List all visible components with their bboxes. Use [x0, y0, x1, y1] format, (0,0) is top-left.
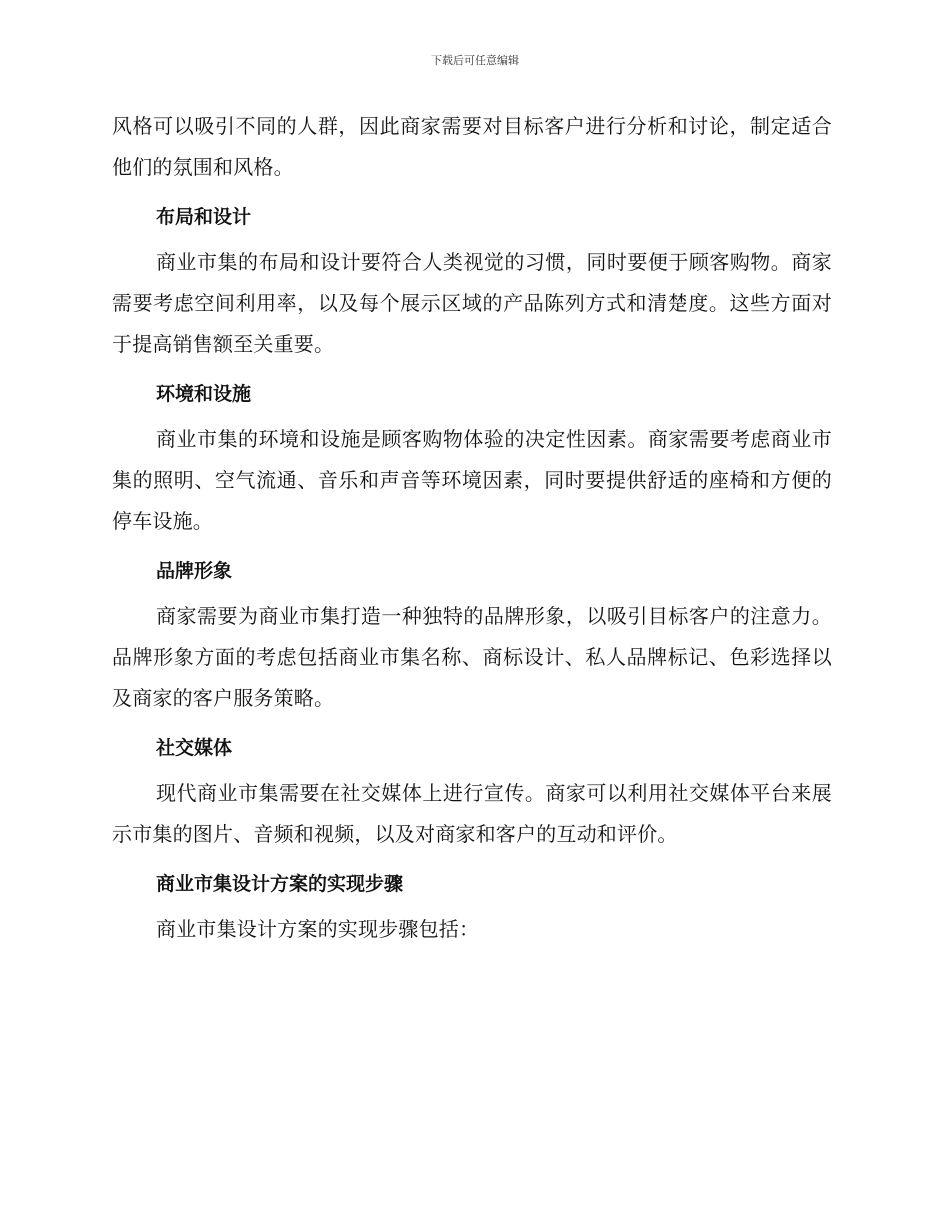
- section-heading-layout: 布局和设计: [156, 206, 252, 228]
- section-heading-environment: 环境和设施: [156, 383, 252, 405]
- section-paragraph-social-media: 现代商业市集需要在社交媒体上进行宣传。商家可以利用社交媒体平台来展示市集的图片、音频和视频，以及对商家和客户的互动和评价。: [112, 781, 832, 846]
- section-heading-implementation-steps: 商业市集设计方案的实现步骤: [156, 873, 404, 895]
- page-header: 下载后可任意编辑: [431, 54, 519, 67]
- section-paragraph-brand: 商家需要为商业市集打造一种独特的品牌形象，以吸引目标客户的注意力。品牌形象方面的考虑包括商业市集名称、商标设计、私人品牌标记、色彩选择以及商家的客户服务策略。: [112, 604, 832, 710]
- section-paragraph-environment: 商业市集的环境和设施是顾客购物体验的决定性因素。商家需要考虑商业市集的照明、空气流通、音乐和声音等环境因素，同时要提供舒适的座椅和方便的停车设施。: [112, 427, 832, 533]
- section-paragraph-implementation-steps: 商业市集设计方案的实现步骤包括：: [156, 917, 480, 941]
- document-body: [112, 106, 832, 950]
- section-heading-brand: 品牌形象: [156, 560, 233, 582]
- section-heading-social-media: 社交媒体: [156, 737, 233, 759]
- section-paragraph-layout: 商业市集的布局和设计要符合人类视觉的习惯，同时要便于顾客购物。商家需要考虑空间利用率，以及每个展示区域的产品陈列方式和清楚度。这些方面对于提高销售额至关重要。: [112, 250, 832, 356]
- intro-paragraph: 风格可以吸引不同的人群，因此商家需要对目标客户进行分析和讨论，制定适合他们的氛围和风格。: [112, 114, 832, 179]
